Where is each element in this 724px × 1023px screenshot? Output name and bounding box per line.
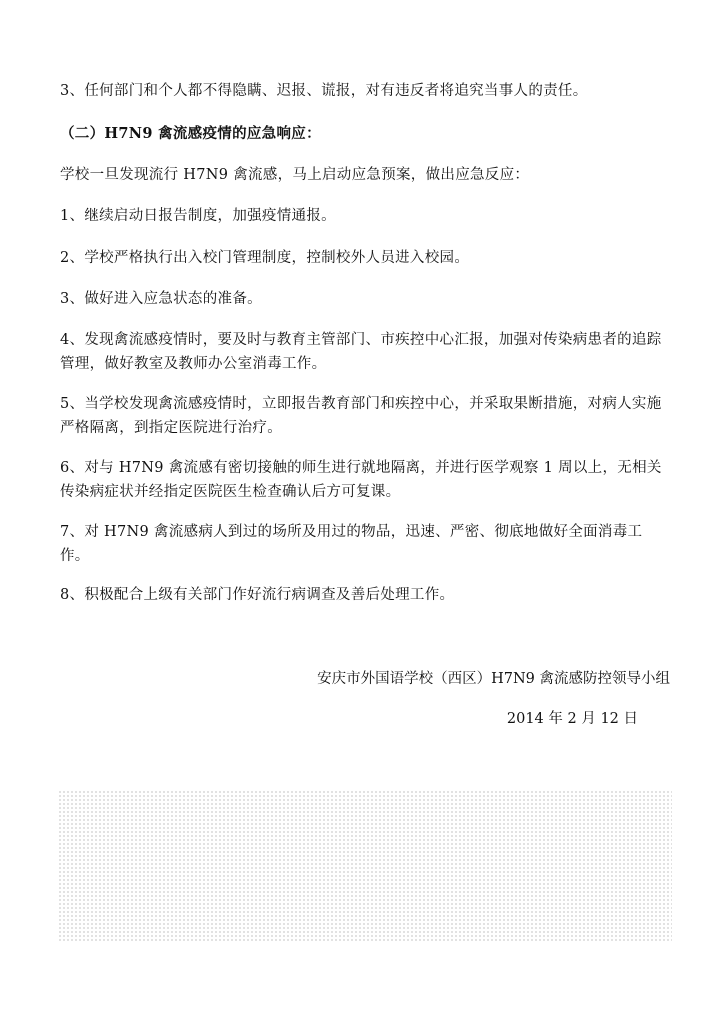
signature-organization: 安庆市外国语学校（西区）H7N9 禽流感防控领导小组 bbox=[317, 671, 670, 687]
paragraph-item-1: 1、继续启动日报告制度，加强疫情通报。 bbox=[60, 208, 336, 224]
paragraph-item-3-reporting: 3、任何部门和个人都不得隐瞒、迟报、谎报，对有违反者将追究当事人的责任。 bbox=[60, 83, 588, 99]
signature-date: 2014 年 2 月 12 日 bbox=[506, 711, 638, 727]
paragraph-item-2: 2、学校严格执行出入校门管理制度，控制校外人员进入校园。 bbox=[60, 250, 470, 266]
paragraph-item-4: 4、发现禽流感疫情时，要及时与教育主管部门、市疾控中心汇报，加强对传染病患者的追踪管理，做好教室及教师办公室消毒工作。 bbox=[60, 332, 662, 372]
paragraph-item-6: 6、对与 H7N9 禽流感有密切接触的师生进行就地隔离，并进行医学观察 1 周以上，无相关传染病症状并经指定医院医生检查确认后方可复课。 bbox=[60, 460, 662, 500]
paragraph-item-8: 8、积极配合上级有关部门作好流行病调查及善后处理工作。 bbox=[60, 587, 455, 603]
section-heading-emergency-response: （二）H7N9 禽流感疫情的应急响应： bbox=[60, 125, 321, 142]
paragraph-item-5: 5、当学校发现禽流感疫情时，立即报告教育部门和疾控中心，并采取果断措施，对病人实施严格隔离，到指定医院进行治疗。 bbox=[60, 396, 662, 436]
paragraph-intro-emergency-plan: 学校一旦发现流行 H7N9 禽流感，马上启动应急预案，做出应急反应： bbox=[60, 167, 530, 183]
paragraph-item-7: 7、对 H7N9 禽流感病人到过的场所及用过的物品，迅速、严密、彻底地做好全面消毒工作。 bbox=[60, 524, 643, 564]
paragraph-item-3: 3、做好进入应急状态的准备。 bbox=[60, 291, 262, 307]
dotted-watermark-area bbox=[58, 790, 672, 942]
